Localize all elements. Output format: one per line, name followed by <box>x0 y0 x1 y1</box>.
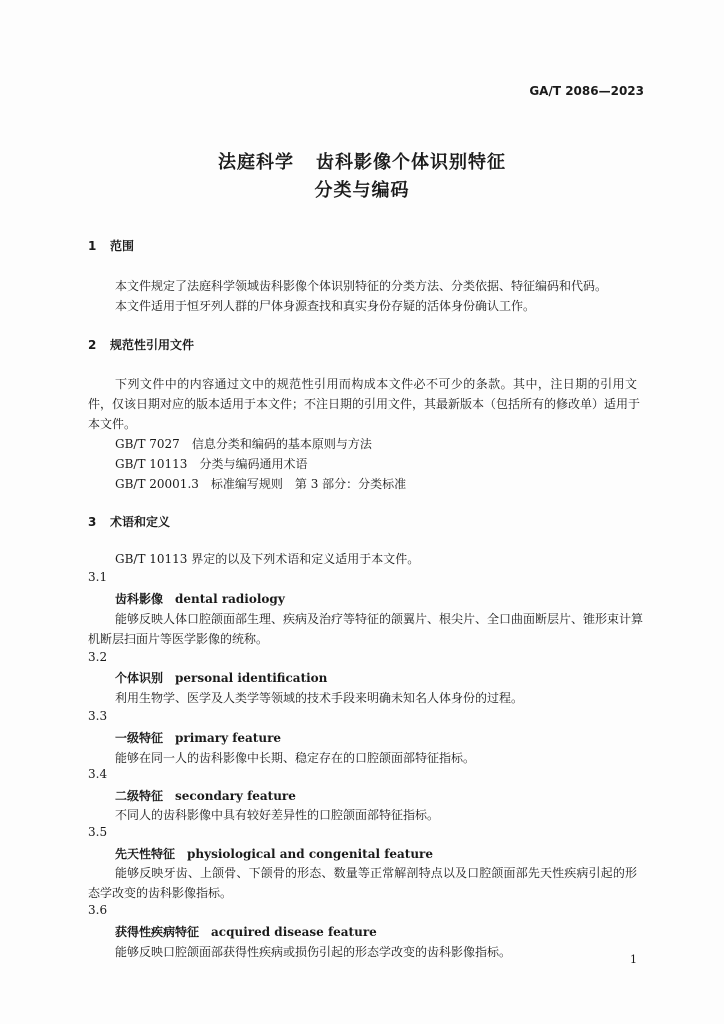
clause-number: 3.5 <box>88 825 108 839</box>
term-zh: 一级特征 <box>115 731 164 745</box>
term-en: primary feature <box>175 731 282 745</box>
reference-code: GB/T 20001.3 <box>115 477 199 491</box>
s2-paragraph-line1: 下列文件中的内容通过文中的规范性引用而构成本文件必不可少的条款。其中，注日期的引用文 <box>115 377 637 391</box>
term-definition-line1: 不同人的齿科影像中具有较好差异性的口腔颌面部特征指标。 <box>115 808 440 822</box>
term-zh: 个体识别 <box>115 671 164 685</box>
term-heading <box>115 787 296 804</box>
term-definition-line2: 机断层扫面片等医学影像的统称。 <box>88 632 269 646</box>
reference-title: 标准编写规则 第 3 部分：分类标准 <box>210 477 407 491</box>
term-heading <box>115 845 433 862</box>
clause-number: 3.1 <box>88 570 108 584</box>
clause-number: 3.4 <box>88 767 108 781</box>
clause-number: 3.2 <box>88 650 108 664</box>
term-en: personal identification <box>175 671 328 685</box>
standard-code: GA/T 2086—2023 <box>529 84 644 98</box>
section-title: 范围 <box>110 239 135 253</box>
term-zh: 获得性疾病特征 <box>115 925 200 939</box>
term-heading <box>115 729 281 746</box>
title-part1: 法庭科学 <box>218 152 294 173</box>
term-zh: 先天性特征 <box>115 847 176 861</box>
term-definition-line1: 能够反映人体口腔颌面部生理、疾病及治疗等特征的颌翼片、根尖片、全口曲面断层片、锥形束计算 <box>115 612 644 626</box>
term-heading <box>115 590 285 607</box>
clause-number: 3.3 <box>88 709 108 723</box>
s2-paragraph-line3: 本文件。 <box>88 417 137 431</box>
normative-reference <box>115 435 372 452</box>
s3-intro: GB/T 10113 界定的以及下列术语和定义适用于本文件。 <box>115 552 420 566</box>
section-number: 2 <box>88 338 97 352</box>
term-en: physiological and congenital feature <box>187 847 434 861</box>
clause-number: 3.6 <box>88 903 108 917</box>
section-number: 3 <box>88 515 97 529</box>
term-zh: 齿科影像 <box>115 592 164 606</box>
page-number: 1 <box>630 953 637 966</box>
term-heading <box>115 669 327 686</box>
term-definition-line1: 能够反映口腔颌面部获得性疾病或损伤引起的形态学改变的齿科影像指标。 <box>115 945 512 959</box>
term-en: secondary feature <box>175 789 296 803</box>
reference-title: 信息分类和编码的基本原则与方法 <box>191 437 372 451</box>
title-part2: 齿科影像个体识别特征 <box>316 152 506 173</box>
term-en: acquired disease feature <box>211 925 377 939</box>
reference-code: GB/T 10113 <box>115 457 188 471</box>
section-2-heading <box>88 336 194 353</box>
s1-paragraph-2: 本文件适用于恒牙列人群的尸体身源查找和真实身份存疑的活体身份确认工作。 <box>115 299 536 313</box>
term-heading <box>115 923 377 940</box>
term-definition-line1: 能够在同一人的齿科影像中长期、稳定存在的口腔颌面部特征指标。 <box>115 751 476 765</box>
normative-reference <box>115 455 307 472</box>
s2-paragraph-line2: 件，仅该日期对应的版本适用于本文件；不注日期的引用文件，其最新版本（包括所有的修改单）适用于 <box>88 397 641 411</box>
section-3-heading <box>88 513 170 530</box>
normative-reference <box>115 475 406 492</box>
section-title: 规范性引用文件 <box>110 338 195 352</box>
term-definition-line2: 态学改变的齿科影像指标。 <box>88 886 233 900</box>
section-title: 术语和定义 <box>110 515 171 529</box>
term-en: dental radiology <box>175 592 285 606</box>
reference-code: GB/T 7027 <box>115 437 180 451</box>
document-title-line2: 分类与编码 <box>314 180 410 201</box>
term-definition-line1: 利用生物学、医学及人类学等领域的技术手段来明确未知名人体身份的过程。 <box>115 691 524 705</box>
s1-paragraph-1: 本文件规定了法庭科学领域齿科影像个体识别特征的分类方法、分类依据、特征编码和代码。 <box>115 279 608 293</box>
reference-title: 分类与编码通用术语 <box>199 457 308 471</box>
document-title-line1 <box>0 148 724 174</box>
term-zh: 二级特征 <box>115 789 164 803</box>
term-definition-line1: 能够反映牙齿、上颌骨、下颌骨的形态、数量等正常解剖特点以及口腔颌面部先天性疾病引起的形 <box>115 866 637 880</box>
section-1-heading <box>88 237 134 254</box>
section-number: 1 <box>88 239 97 253</box>
